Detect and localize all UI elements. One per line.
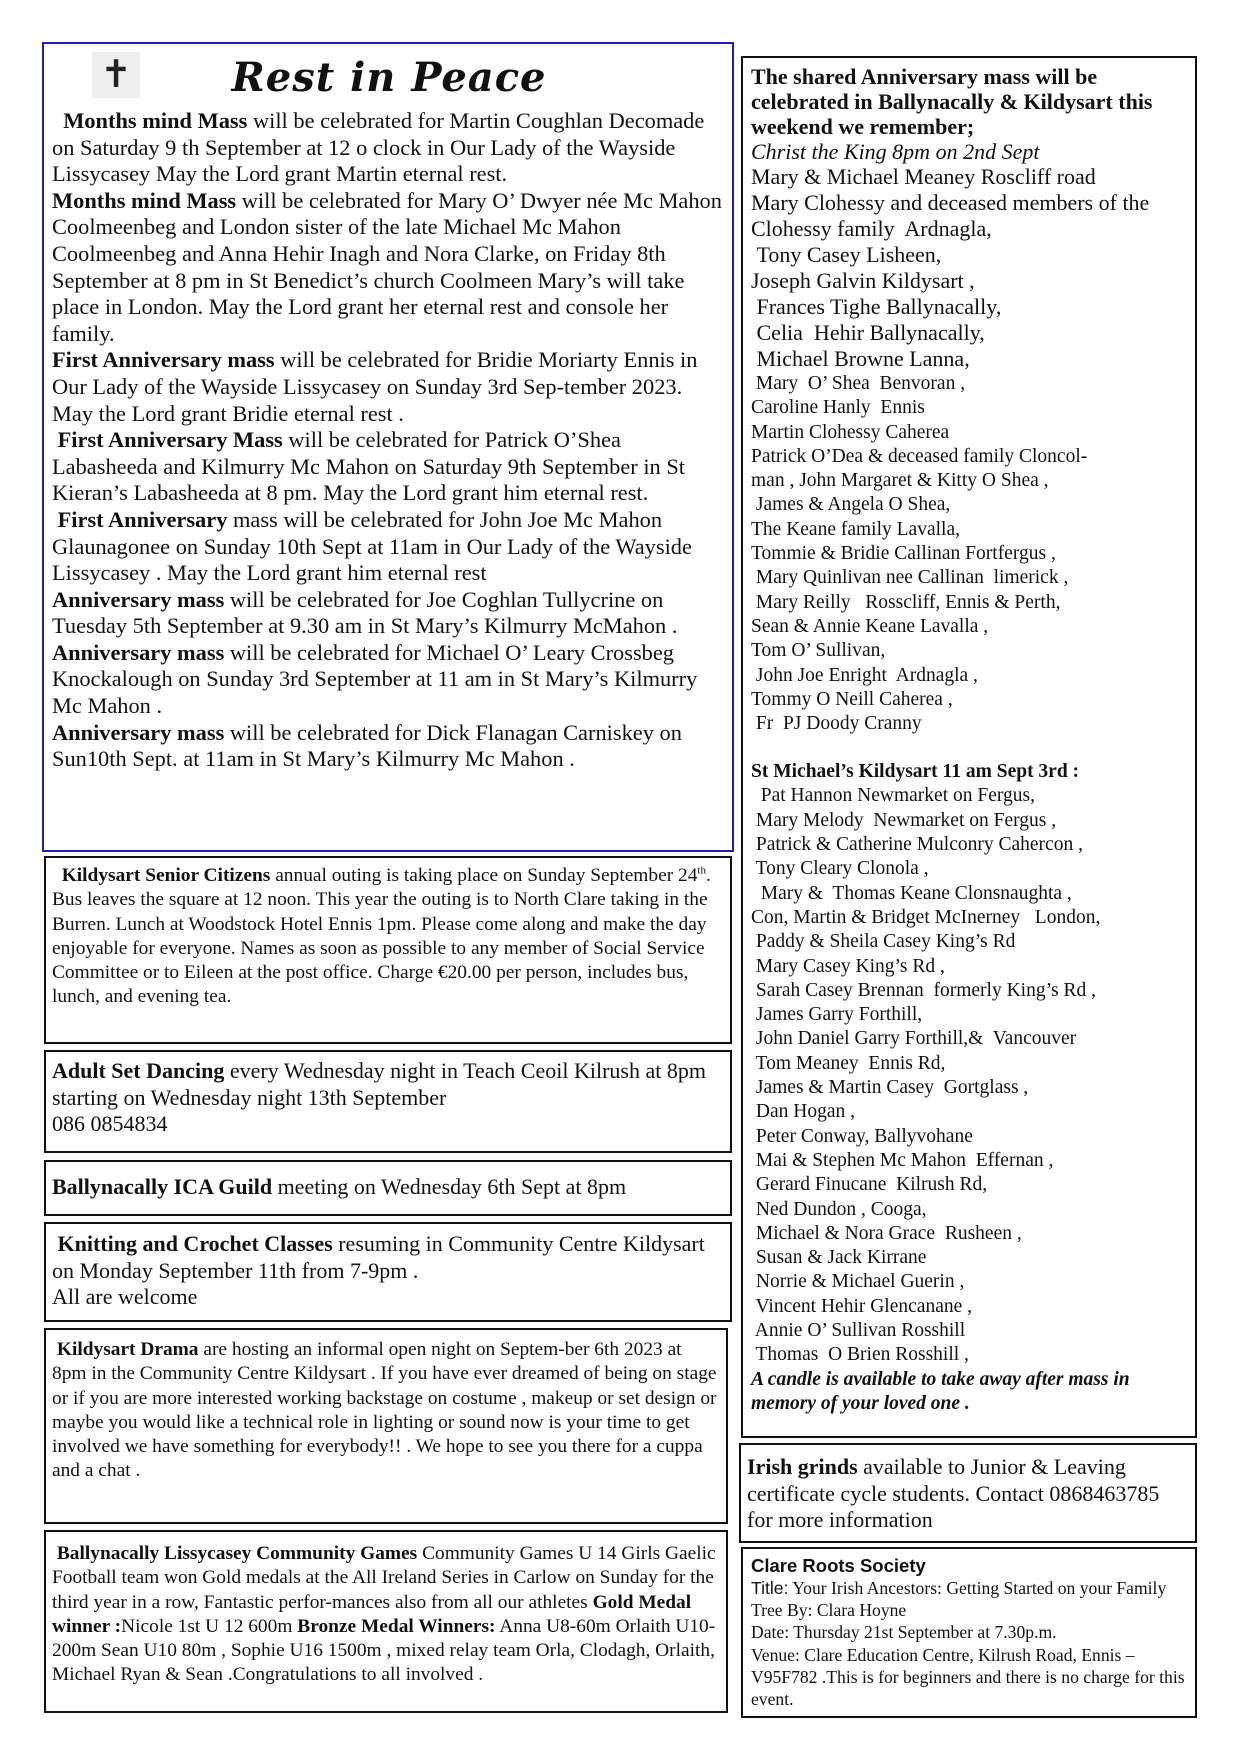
notice-heading: Kildysart Senior Citizens [61,865,271,886]
remembered-name: Patrick & Catherine Mulconry Cahercon , [751,834,1083,856]
title-label: Title: [751,1578,789,1598]
candle-note: A candle is available to take away after mass in memory of your loved one . [751,1368,1130,1414]
remembered-name: Peter Conway, Ballyvohane [751,1125,973,1147]
remembered-name: Mary O’ Shea Benvoran , [751,373,966,394]
remembered-name: Mary Casey King’s Rd , [751,955,945,977]
clare-roots-date: Date: Thursday 21st September at 7.30p.m. [751,1622,1057,1643]
remembered-name: Mary Clohessy and deceased members of the Clohessy family Ardnagla, [751,190,1155,241]
remembered-name: Pat Hannon Newmarket on Fergus, [751,785,1035,807]
notice-text: available to Junior & Leaving certificate cycle students. Contact 0868463785 for more information [747,1454,1160,1532]
notice-entry [52,587,726,640]
remembered-name: Mary Quinlivan nee Callinan limerick , [751,567,1069,589]
notice-text: will be celebrated for Bridie Moriarty Ennis in Our Lady of the Wayside Lissycasey on Sunday 3rd Sep-tember 2023. May the Lord grant Bridie eternal rest . [52,347,698,426]
remembered-name: Susan & Jack Kirrane [751,1247,927,1269]
remembered-name: Ned Dundon , Cooga, [751,1198,927,1220]
clare-roots-box [741,1547,1197,1718]
clare-roots-venue: Venue: Clare Education Centre, Kilrush Road, Ennis – V95F782 .This is for beginners and there is no charge for this event. [751,1644,1185,1710]
remembered-name: James Garry Forthill, [751,1004,923,1026]
gold-medal-label: Gold Medal winner : [52,1591,692,1637]
ica-guild-notice [52,1174,724,1200]
remembered-name: Tony Casey Lisheen, [751,242,942,267]
notice-text: Community Games U 14 Girls Gaelic Football team won Gold medals at the All Ireland Series in Carlow on Sunday for the third year in a row, Fantastic perfor-mances also from all our athletes [52,1543,716,1613]
remembered-name: Tommie & Bridie Callinan Fortfergus , [751,543,1056,565]
remembered-name: Tony Cleary Clonola , [751,858,929,880]
notice-text: annual outing is taking place on Sunday September 24 [270,865,698,886]
remembered-name: Frances Tighe Ballynacally, [751,294,1002,319]
notice-heading: First Anniversary Mass [57,427,283,453]
bronze-medal-label: Bronze Medal Winners: [297,1615,496,1637]
knitting-box [44,1222,732,1322]
talk-title: Your Irish Ancestors: Getting Started on your Family Tree By: Clara Hoyne [751,1578,1167,1621]
notice-text: will be celebrated for Patrick O’Shea Labasheeda and Kilmurry Mc Mahon on Saturday 9th September in St Kieran’s Labasheeda at 8 pm. May the Lord grant him eternal rest. [52,427,686,506]
remembered-name: Annie O’ Sullivan Rosshill [751,1319,966,1341]
notice-text: Anna U8-60m Orlaith U10- 200m Sean U10 80m , Sophie U16 1500m , mixed relay team Orla, Clodagh, Orlaith, Michael Ryan & Sean .Congratulations to all involved . [52,1615,716,1686]
notice-heading: Months mind Mass [52,187,237,213]
knitting-welcome: All are welcome [52,1284,198,1309]
christ-the-king-heading: Christ the King 8pm on 2nd Sept [751,139,1040,164]
remembered-name: Michael & Nora Grace Rusheen , [751,1222,1022,1244]
remembered-name: Mary Melody Newmarket on Fergus , [751,809,1057,831]
remembered-name: John Daniel Garry Forthill,& Vancouver [751,1028,1077,1050]
notice-text: meeting on Wednesday 6th Sept at 8pm [272,1174,627,1199]
notice-heading: Kildysart Drama [56,1339,199,1360]
ica-guild-box [44,1160,732,1216]
remembered-name: Tom O’ Sullivan, [751,640,886,662]
remembered-name: Patrick O’Dea & deceased family Cloncol- [751,445,1088,467]
remembered-name: Mary Reilly Rosscliff, Ennis & Perth, [751,591,1061,613]
remembered-name: Fr PJ Doody Cranny [751,713,922,735]
remembered-name: Joseph Galvin Kildysart , [751,268,975,293]
drama-box [44,1328,728,1524]
remembered-name: Paddy & Sheila Casey King’s Rd [751,931,1016,953]
remembered-name: Caroline Hanly Ennis [751,397,925,419]
notice-heading: First Anniversary [57,506,228,532]
rest-in-peace-header [52,48,726,108]
rest-in-peace-title: Rest in Peace [231,54,547,101]
notice-text: every Wednesday night in Teach Ceoil Kilrush at 8pm starting on Wednesday night 13th September [52,1058,706,1110]
notice-heading: Months mind Mass [63,108,248,133]
remembered-name: Mai & Stephen Mc Mahon Effernan , [751,1149,1054,1171]
notice-text: will be celebrated for Martin Coughlan Decomade on Saturday 9 th September at 12 o clock in Our Lady of the Wayside Lissycasey May the Lord grant Martin eternal rest. [52,108,705,187]
set-dancing-notice [52,1058,724,1111]
irish-grinds-box [739,1443,1197,1543]
remembered-name: Norrie & Michael Guerin , [751,1271,965,1293]
remembered-name: James & Martin Casey Gortglass , [751,1077,1029,1099]
notice-heading: Anniversary mass [52,639,225,665]
notice-entry [52,507,726,587]
remembered-name: Martin Clohessy Caherea [751,421,950,443]
notice-text: will be celebrated for Mary O’ Dwyer née Mc Mahon Coolmeenbeg and London sister of the late Michael Mc Mahon Coolmeenbeg and Anna Hehir Inagh and Nora Clarke, on Friday 8th September at 8 pm in St Benedict’s church Coolmeen Mary’s will take place in London. May the Lord grant her eternal rest and console her family. [52,187,722,346]
remembered-name: Sean & Annie Keane Lavalla , [751,615,989,637]
remembered-name: Tommy O Neill Caherea , [751,688,953,710]
remembered-name: Con, Martin & Bridget McInerney London, [751,906,1101,928]
shared-mass-intro: The shared Anniversary mass will be celebrated in Ballynacally & Kildysart this weekend we remember; [751,64,1153,139]
notice-heading: Anniversary mass [52,586,225,612]
senior-citizens-notice [52,864,724,1010]
remembered-name: John Joe Enright Ardnagla , [751,664,978,686]
remembered-names-list-continued [751,372,1189,736]
clare-roots-title: Clare Roots Society [751,1555,926,1576]
community-games-box [44,1530,728,1713]
remembered-name: Sarah Casey Brennan formerly King’s Rd , [751,979,1096,1001]
remembered-name: Mary & Thomas Keane Clonsnaughta , [751,882,1072,904]
notice-text: . Bus leaves the square at 12 noon. This year the outing is to North Clare taking in the Burren. Lunch at Woodstock Hotel Ennis 1pm. Please come along and make the day enjoyable for everyone. Names as soon as possible to any member of Social Service Committee or to Eileen at the post office. Charge €20.00 per person, includes bus, lunch, and evening tea. [52,865,711,1008]
kildysart-mass-heading: St Michael’s Kildysart 11 am Sept 3rd : [751,761,1080,783]
notice-entry [52,427,726,507]
rest-in-peace-entries [52,108,726,773]
notice-entry [52,108,726,188]
clare-roots-talk-title [751,1577,1189,1621]
notice-text: are hosting an informal open night on Septem-ber 6th 2023 at 8pm in the Community Centre Kildysart . If you have ever dreamed of being on stage or if you are more interested working backstage on costume , makeup or set design or maybe you would like a technical role in lighting or sound now is your time to get involved we have something for everybody!! . We hope to see you there for a cuppa and a chat . [52,1339,717,1482]
kildysart-names-list [751,784,1189,1367]
remembered-name: The Keane family Lavalla, [751,518,960,540]
remembered-name: Michael Browne Lanna, [751,346,970,371]
notice-heading: Adult Set Dancing [52,1058,225,1083]
notice-entry [52,640,726,720]
remembered-name: Tom Meaney Ennis Rd, [751,1052,946,1074]
notice-heading: Anniversary mass [52,719,225,745]
remembered-name: James & Angela O Shea, [751,494,951,516]
notice-heading: Ballynacally ICA Guild [52,1174,273,1199]
notice-entry [52,347,726,427]
rest-in-peace-box [42,42,734,852]
notice-heading: Knitting and Crochet Classes [57,1231,333,1256]
notice-text: Nicole 1st U 12 600m [121,1615,298,1637]
knitting-notice [52,1231,724,1284]
shared-anniversary-box [741,56,1197,1438]
notice-text: will be celebrated for Joe Coghlan Tullycrine on Tuesday 5th September at 9.30 am in St Mary’s Kilmurry McMahon . [52,586,678,639]
remembered-name: Thomas O Brien Rosshill , [751,1344,969,1366]
irish-grinds-notice [747,1454,1189,1534]
community-games-notice [52,1542,720,1688]
remembered-name: Gerard Finucane Kilrush Rd, [751,1174,988,1196]
drama-notice [52,1338,720,1484]
senior-citizens-box [44,856,732,1044]
notice-entry [52,188,726,348]
notice-heading: First Anniversary mass [52,347,275,373]
remembered-name: man , John Margaret & Kitty O Shea , [751,470,1049,492]
remembered-name: Celia Hehir Ballynacally, [751,320,985,345]
notice-text: will be celebrated for Dick Flanagan Carniskey on Sun10th Sept. at 11am in St Mary’s Kilmurry Mc Mahon . [52,719,682,772]
ordinal-suffix: th [697,864,706,877]
notice-entry [52,720,726,773]
notice-heading: Irish grinds [747,1454,858,1479]
remembered-names-list [751,164,1189,372]
notice-text: resuming in Community Centre Kildysart on Monday September 11th from 7-9pm . [52,1231,705,1283]
remembered-name: Vincent Hehir Glencanane , [751,1295,973,1317]
set-dancing-phone: 086 0854834 [52,1111,168,1136]
set-dancing-box [44,1050,732,1153]
notice-heading: Ballynacally Lissycasey Community Games [56,1543,418,1564]
remembered-name: Dan Hogan , [751,1101,855,1123]
cross-icon: ✝ [92,52,140,98]
notice-text: mass will be celebrated for John Joe Mc Mahon Glaunagonee on Sunday 10th Sept at 11am in Our Lady of the Wayside Lissycasey . May the Lord grant him eternal rest [52,506,692,586]
notice-text: will be celebrated for Michael O’ Leary Crossbeg Knockalough on Sunday 3rd September at 11 am in St Mary’s Kilmurry Mc Mahon . [52,639,698,719]
remembered-name: Mary & Michael Meaney Roscliff road [751,164,1096,189]
